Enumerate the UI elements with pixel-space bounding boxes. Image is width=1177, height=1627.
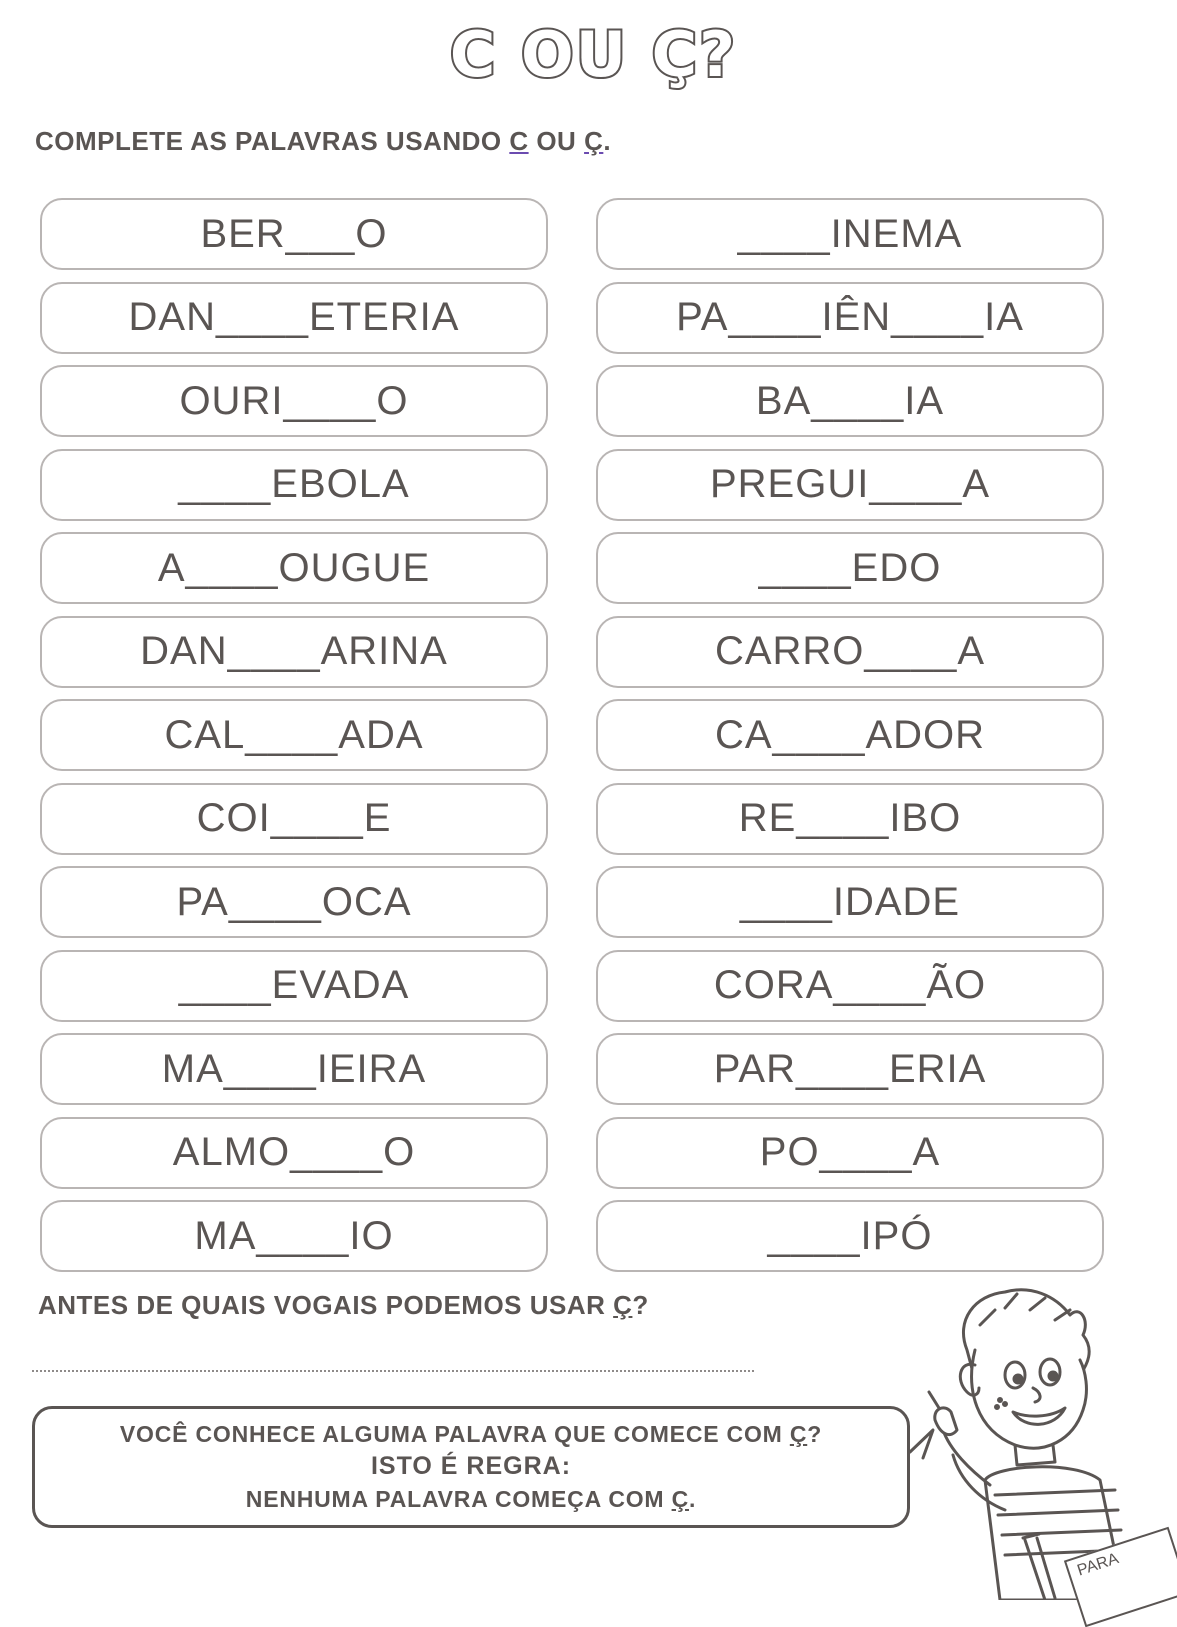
word-box[interactable]: CARRO____A: [596, 616, 1104, 688]
word-box[interactable]: ____INEMA: [596, 198, 1104, 270]
word-box[interactable]: ALMO____O: [40, 1117, 548, 1189]
word-box[interactable]: PA____IÊN____IA: [596, 282, 1104, 354]
word-box[interactable]: ____EBOLA: [40, 449, 548, 521]
corner-stamp: PARA: [1064, 1527, 1177, 1627]
word-box[interactable]: DAN____ETERIA: [40, 282, 548, 354]
word-box[interactable]: A____OUGUE: [40, 532, 548, 604]
word-box[interactable]: PAR____ERIA: [596, 1033, 1104, 1105]
word-box[interactable]: ____IPÓ: [596, 1200, 1104, 1272]
word-box[interactable]: ____EDO: [596, 532, 1104, 604]
word-box[interactable]: PO____A: [596, 1117, 1104, 1189]
word-box[interactable]: ____EVADA: [40, 950, 548, 1022]
word-box[interactable]: OURI____O: [40, 365, 548, 437]
word-box[interactable]: BER___O: [40, 198, 548, 270]
answer-line[interactable]: [32, 1370, 754, 1372]
word-box[interactable]: COI____E: [40, 783, 548, 855]
word-box[interactable]: CAL____ADA: [40, 699, 548, 771]
rule-heading: ISTO É REGRA:: [370, 1452, 572, 1480]
word-box[interactable]: ____IDADE: [596, 866, 1104, 938]
right-word-column: [596, 198, 1104, 1284]
worksheet-title: C OU Ç?: [449, 18, 738, 91]
rule-question: VOCÊ CONHECE ALGUMA PALAVRA QUE COMECE COM Ç?: [119, 1421, 823, 1447]
word-box[interactable]: BA____IA: [596, 365, 1104, 437]
word-box[interactable]: CORA____ÃO: [596, 950, 1104, 1022]
word-box[interactable]: PA____OCA: [40, 866, 548, 938]
word-box[interactable]: PREGUI____A: [596, 449, 1104, 521]
vowel-question: ANTES DE QUAIS VOGAIS PODEMOS USAR Ç?: [38, 1290, 649, 1320]
instruction-text: COMPLETE AS PALAVRAS USANDO C OU Ç.: [35, 126, 612, 156]
word-box[interactable]: DAN____ARINA: [40, 616, 548, 688]
left-word-column: [40, 198, 548, 1284]
rule-box: [32, 1406, 910, 1528]
word-box[interactable]: RE____IBO: [596, 783, 1104, 855]
word-box[interactable]: MA____IEIRA: [40, 1033, 548, 1105]
word-box[interactable]: MA____IO: [40, 1200, 548, 1272]
rule-statement: NENHUMA PALAVRA COMEÇA COM Ç.: [245, 1486, 697, 1512]
word-box[interactable]: CA____ADOR: [596, 699, 1104, 771]
